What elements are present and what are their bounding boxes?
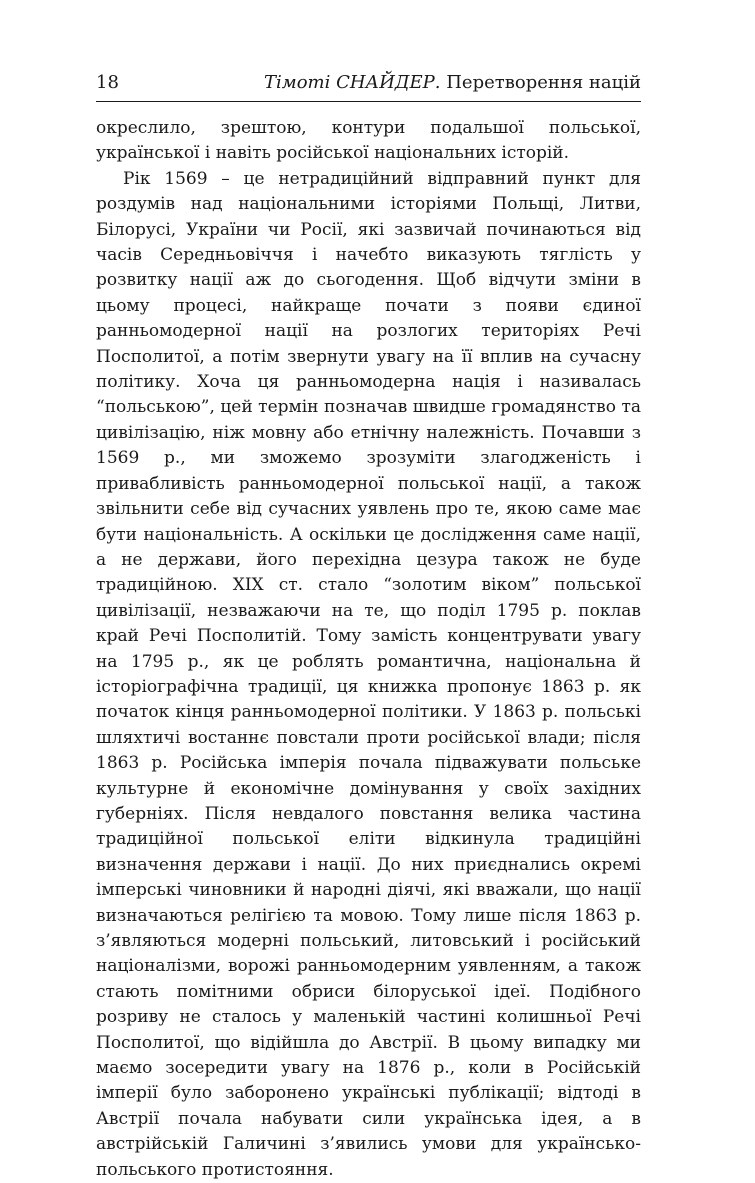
paragraph-continued: окреслило, зрештою, контури подальшої польської, української і навіть російської національних історій. — [96, 118, 641, 164]
running-title — [264, 70, 641, 96]
author-name: Тімоті СНАЙДЕР. — [264, 72, 441, 93]
header-rule — [96, 101, 641, 102]
running-header — [96, 70, 641, 96]
page-number: 18 — [96, 72, 119, 93]
body-text — [96, 116, 641, 1183]
book-title: Перетворення націй — [446, 72, 641, 93]
paragraph: Рік 1569 – це нетрадиційний відправний пункт для роздумів над національними історіями Польщі, Литви, Білорусі, України чи Росії, які зазвичай починаються від часів Середньовіччя і начебто виказують тяглість у розвитку нації аж до сьогодення. Щоб відчути зміни в цьому процесі, найкраще почати з появи єдиної ранньомодерної нації на розлогих територіях Речі Посполитої, а потім звернути увагу на її вплив на сучасну політику. Хоча ця ранньомодерна нація і називалась “польською”, цей термін позначав швидше громадянство та цивілізацію, ніж мовну або етнічну належність. Почавши з 1569 р., ми зможемо зрозуміти злагодженість і привабливість ранньомодерної польської нації, а також звільнити себе від сучасних уявлень про те, якою саме має бути національність. А оскільки це дослідження саме нації, а не держави, його перехідна цезура також не буде традиційною. XIX ст. стало “золотим віком” польської цивілізації, незважаючи на те, що поділ 1795 р. поклав край Речі Посполитій. Тому замість концентрувати увагу на 1795 р., як це роблять романтична, національна й історіографічна традиції, ця книжка пропонує 1863 р. як початок кінця ранньомодерної політики. У 1863 р. польські шляхтичі востаннє повстали проти російської влади; після 1863 р. Російська імперія почала підважувати польське культурне й економічне домінування у своїх західних губерніях. Після невдалого повстання велика частина традиційної польської еліти відкинула традиційні визначення держави і нації. До них приєднались окремі імперські чиновники й народні діячі, які вважали, що нації визначаються релігією та мовою. Тому лише після 1863 р. з’являються модерні польський, литовський і російський націоналізми, ворожі ранньомодерним уявленням, а також стають помітними обриси білоруської ідеї. Подібного розриву не сталось у маленькій частині колишньої Речі Посполитої, що відійшла до Австрії. В цьому випадку ми маємо зосередити увагу на 1876 р., коли в Російській імперії було заборонено українські публікації; відтоді в Австрії почала набувати сили українська ідея, а в австрійській Галичині з’явились умови для українсько-польського протистояння. — [96, 168, 641, 1180]
